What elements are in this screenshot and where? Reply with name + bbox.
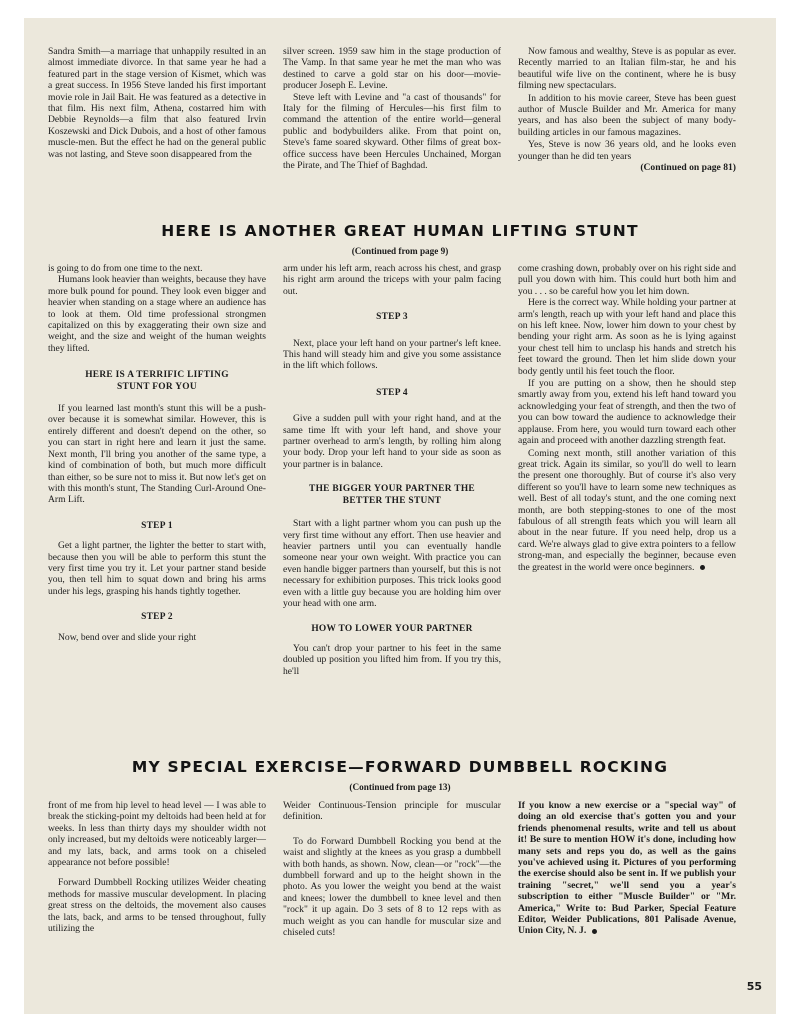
subhead-step-2: STEP 2 <box>141 612 173 623</box>
paragraph-text: If you know a new exercise or a "special way" of doing an old exercise that's gotten you and your friends phenomenal results, write and tell us about it! Be sure to mention HOW it's done, including how many sets and reps you do, as well as the gains you've achieved using it. Pictures of you performing the exercise should also be sent in. If we publish your training "secret," we'll send you a year's subscription to either "Muscle Builder" or "Mr. America," Write to: Bud Parker, Special Feature Editor, Weider Publications, 801 Palisade Avenue, Union City, N. J. <box>518 800 736 937</box>
exercise-title: MY SPECIAL EXERCISE—FORWARD DUMBBELL ROCKING <box>131 758 669 776</box>
paragraph: Now famous and wealthy, Steve is as popular as ever. Recently married to an Italian film-star, he and his beautiful wife live on the continent, where he is busy filming new spectaculars. <box>518 46 736 92</box>
paragraph: Give a sudden pull with your right hand, and at the same time lft with your left hand, and shove your partner overhead to arm's length, by rolling him along your body. Drop your left hand to your side as soon as your partner is in balance. <box>283 413 501 470</box>
lifting-stunt-title: HERE IS ANOTHER GREAT HUMAN LIFTING STUNT <box>161 222 639 240</box>
subhead-step-3: STEP 3 <box>376 312 408 323</box>
continued-note: (Continued on page 81) <box>640 162 736 174</box>
paragraph: If you are putting on a show, then he should step smartly away from you, extend his left hand toward you acknowledging your feat of strength, and then the two of you can bow toward the audience to acknowledge their applause. From here, you would turn toward each other again and proceed with another dazzling strength feat. <box>518 378 736 447</box>
subhead-step-1: STEP 1 <box>141 520 173 531</box>
magazine-page <box>24 18 776 1014</box>
paragraph: come crashing down, probably over on his right side and pull you down with him. This could hurt both him and you . . . so be careful how you let him down. <box>518 263 736 297</box>
subhead-bigger-partner: THE BIGGER YOUR PARTNER THE BETTER THE STUNT <box>309 484 475 506</box>
subhead-step-4: STEP 4 <box>376 387 408 398</box>
paragraph <box>518 800 736 937</box>
paragraph: Now, bend over and slide your right <box>58 631 197 643</box>
paragraph-text: Coming next month, still another variation of this great trick. Again its similar, so you'll do well to learn the present one thoroughly. But of course it's also very different so you'll have to learn some new techniques as well. Best of all today's stunt, and the one coming next month, are both stepping-stones to one of the most fabulous of all strength feats which you will learn all about in the near future. If you need help, drop us a card. We're always glad to give extra pointers to a fellow strong-man, and especially the beginner, because even the greatest in the world were once beginners. <box>518 447 736 573</box>
page-number: 55 <box>746 979 762 993</box>
paragraph: Forward Dumbbell Rocking utilizes Weider cheating methods for massive muscular development. In placing great stress on the deltoids, the movement also causes the lats, back, and arms to be tensed throughout, fully utilizing the <box>48 877 266 935</box>
paragraph: Next, place your left hand on your partner's left knee. This hand will steady him and give you some assistance in the lift which follows. <box>283 337 501 372</box>
paragraph: is going to do from one time to the next. <box>48 263 203 274</box>
end-mark-icon <box>700 565 705 570</box>
paragraph: Start with a light partner whom you can push up the very first time without any effort. Then use heavier and heavier partners until you can eventually handle someone near your own weight. With practice you can even handle bigger partners than yourself, but this is not necessary for exhibition purposes. This trick looks good even with a little guy because you are holding him over your head with one arm. <box>283 518 501 609</box>
paragraph: front of me from hip level to head level — I was able to break the sticking-point my deltoids had been held at for weeks. In less than thirty days my shoulder width not only increased, but my deltoids were noticeably larger—and my lats, back, and arms took on a chiseled appearance not before possible! <box>48 800 266 869</box>
end-mark-icon <box>592 929 597 934</box>
paragraph: Weider Continuous-Tension principle for muscular definition. <box>283 800 501 823</box>
paragraph: In addition to his movie career, Steve has been guest author of Muscle Builder and Mr. America for many years, and has also been the subject of many body-building articles in our famous magazines. <box>518 92 736 138</box>
paragraph: You can't drop your partner to his feet in the same doubled up position you lifted him from. If you try this, he'll <box>283 642 501 677</box>
paragraph: silver screen. 1959 saw him in the stage production of The Vamp. In that same year he met the man who was destined to carve a gold star on his door—movie-producer Joseph E. Levine. <box>283 46 501 92</box>
paragraph: Humans look heavier than weights, because they have more bulk pound for pound. They look even bigger and heavier when standing on a stage where an audience has to look at them. Old time professional strongmen capitalized on this by exaggerating their own size and weight, and the size and weight of the human weights they lifted. <box>48 274 266 354</box>
lifting-continued-note: (Continued from page 9) <box>351 246 449 256</box>
subhead-terrific-stunt: HERE IS A TERRIFIC LIFTING STUNT FOR YOU <box>85 370 229 392</box>
paragraph: Here is the correct way. While holding your partner at arm's length, reach up with your left hand and place this on his left knee. Now, lower him down to your chest by bending your right arm. As soon as he is lying against your chest tell him to unclasp his hands and stretch his feet toward the ground. Then let him slide down your body gently until his feet touch the floor. <box>518 297 736 377</box>
paragraph: Get a light partner, the lighter the better to start with, because then you will be able to perform this stunt the very first time you try it. Let your partner stand beside you, then tell him to squat down and bring his arms under his legs, grasping his hands tightly together. <box>48 540 266 597</box>
paragraph <box>518 448 736 573</box>
exercise-continued-note: (Continued from page 13) <box>349 782 451 792</box>
paragraph: arm under his left arm, reach across his chest, and grasp his right arm around the triceps with your palm facing out. <box>283 263 501 297</box>
paragraph: Yes, Steve is now 36 years old, and he looks even younger than he did ten years <box>518 139 736 162</box>
subhead-lower-partner: HOW TO LOWER YOUR PARTNER <box>311 624 473 635</box>
paragraph: Sandra Smith—a marriage that unhappily resulted in an almost immediate divorce. In that same year he had a featured part in the stage version of Kismet, which was a great success. In 1956 Steve landed his first important movie role in Jail Bait. He was featured as a detective in that film. His next film, Athena, costarred him with Debbie Reynolds—a film that also featured Irvin Koszewski and Dick Dubois, and a host of other famous muscle-men. But the effect he had on the general public was not lasting, and Steve soon disappeared from the <box>48 46 266 160</box>
paragraph: Steve left with Levine and "a cast of thousands" for Italy for the filming of Hercules—his first film to command the attention of the entire world—general public and bodybuilders alike. From that point on, Steve's fame soared skyward. Other films of great box-office success have been Hercules Unchained, Morgan the Pirate, and The Thief of Baghdad. <box>283 91 501 172</box>
paragraph: If you learned last month's stunt this will be a push-over because it is somewhat similar. However, this is entirely different and doesn't depend on the other, so you can start in right here and learn it just the same. Next month, I'll bring you another of the same type, a kind of combination of both, but much more difficult than either, so be sure not to miss it. But now let's get on with this month's stunt, The Standing Curl-Around One-Arm Lift. <box>48 403 266 506</box>
paragraph: To do Forward Dumbbell Rocking you bend at the waist and slightly at the knees as you grasp a dumbbell with both hands, as shown. Now, clean—or "rock"—the dumbbell forward and up to the height shown in the photo. As you lower the weight you bend at the waist and knees; lower the dumbbell to knee level and then "rock" it up again. Do 3 sets of 8 to 12 reps with as much weight as you can handle for muscular size and chiseled cuts! <box>283 835 501 939</box>
